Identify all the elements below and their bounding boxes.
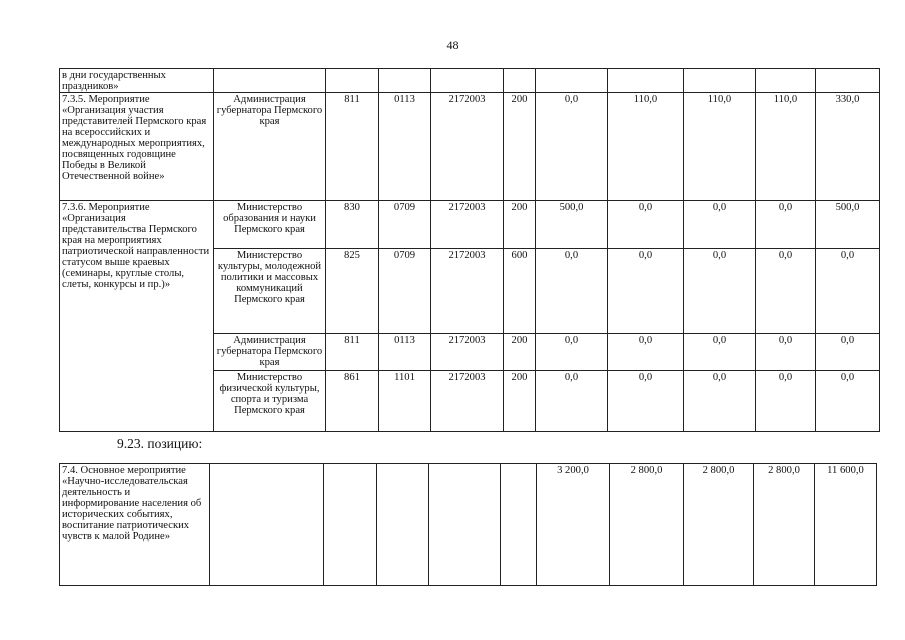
- value-cell: 0,0: [536, 334, 608, 371]
- code-cell: [379, 69, 431, 93]
- value-cell: 0,0: [684, 249, 756, 334]
- value-cell: 3 200,0: [537, 464, 610, 586]
- budget-table-top: [59, 68, 880, 432]
- code-cell: 200: [504, 371, 536, 432]
- code-cell: [504, 69, 536, 93]
- code-cell: 861: [326, 371, 379, 432]
- code-cell: 200: [504, 201, 536, 249]
- total-cell: 0,0: [816, 249, 880, 334]
- org-cell: [210, 464, 324, 586]
- code-cell: [429, 464, 501, 586]
- value-cell: 110,0: [756, 93, 816, 201]
- value-cell: 2 800,0: [684, 464, 754, 586]
- total-cell: 0,0: [816, 371, 880, 432]
- value-cell: 0,0: [608, 334, 684, 371]
- code-cell: [326, 69, 379, 93]
- value-cell: [816, 69, 880, 93]
- code-cell: 2172003: [431, 249, 504, 334]
- value-cell: [608, 69, 684, 93]
- code-cell: [377, 464, 429, 586]
- value-cell: 0,0: [608, 249, 684, 334]
- org-cell: [214, 69, 326, 93]
- value-cell: 2 800,0: [610, 464, 684, 586]
- total-cell: 11 600,0: [815, 464, 877, 586]
- value-cell: 0,0: [684, 201, 756, 249]
- code-cell: 2172003: [431, 201, 504, 249]
- event-name-cell: 7.3.5. Мероприятие «Организация участия представителей Пермского края на всероссийских и международных мероприятиях, посвященных годовщине Победы в Великой Отечественной войне»: [60, 93, 214, 201]
- code-cell: [431, 69, 504, 93]
- value-cell: 0,0: [608, 371, 684, 432]
- code-cell: 200: [504, 93, 536, 201]
- event-name-cell: 7.4. Основное мероприятие «Научно-исследовательская деятельность и информирование населения об исторических событиях, воспитание патриотических чувств к малой Родине»: [60, 464, 210, 586]
- value-cell: 2 800,0: [754, 464, 815, 586]
- section-label: 9.23. позицию:: [117, 436, 203, 451]
- org-cell: Министерство культуры, молодежной политики и массовых коммуникаций Пермского края: [214, 249, 326, 334]
- value-cell: 0,0: [756, 334, 816, 371]
- value-cell: 500,0: [536, 201, 608, 249]
- value-cell: 0,0: [756, 201, 816, 249]
- value-cell: [684, 69, 756, 93]
- table-row: [60, 93, 880, 201]
- event-name-cell: 7.3.6. Мероприятие «Организация представительства Пермского края на мероприятиях патриотической направленности статусом выше краевых (семинары, круглые столы, слеты, конкурсы и пр.)»: [60, 201, 214, 432]
- event-name-cell: в дни государственных праздников»: [60, 69, 214, 93]
- org-cell: Министерство физической культуры, спорта и туризма Пермского края: [214, 371, 326, 432]
- budget-table-bottom: [59, 463, 877, 586]
- total-cell: 330,0: [816, 93, 880, 201]
- value-cell: 0,0: [684, 371, 756, 432]
- code-cell: 0113: [379, 334, 431, 371]
- table-row: [60, 201, 880, 249]
- value-cell: 0,0: [756, 249, 816, 334]
- value-cell: 0,0: [536, 93, 608, 201]
- code-cell: 0709: [379, 201, 431, 249]
- code-cell: 0113: [379, 93, 431, 201]
- org-cell: Администрация губернатора Пермского края: [214, 334, 326, 371]
- page-number: 48: [446, 38, 459, 52]
- code-cell: 811: [326, 93, 379, 201]
- code-cell: 830: [326, 201, 379, 249]
- code-cell: 811: [326, 334, 379, 371]
- code-cell: 2172003: [431, 93, 504, 201]
- table-row: [60, 464, 877, 586]
- value-cell: 0,0: [756, 371, 816, 432]
- value-cell: 110,0: [608, 93, 684, 201]
- value-cell: [536, 69, 608, 93]
- value-cell: 0,0: [608, 201, 684, 249]
- code-cell: 0709: [379, 249, 431, 334]
- code-cell: 200: [504, 334, 536, 371]
- code-cell: [324, 464, 377, 586]
- code-cell: 2172003: [431, 334, 504, 371]
- value-cell: 110,0: [684, 93, 756, 201]
- value-cell: 0,0: [536, 371, 608, 432]
- code-cell: 2172003: [431, 371, 504, 432]
- org-cell: Администрация губернатора Пермского края: [214, 93, 326, 201]
- value-cell: 0,0: [536, 249, 608, 334]
- table-row: [60, 69, 880, 93]
- code-cell: 1101: [379, 371, 431, 432]
- value-cell: 0,0: [684, 334, 756, 371]
- total-cell: 500,0: [816, 201, 880, 249]
- total-cell: 0,0: [816, 334, 880, 371]
- code-cell: [501, 464, 537, 586]
- code-cell: 600: [504, 249, 536, 334]
- code-cell: 825: [326, 249, 379, 334]
- value-cell: [756, 69, 816, 93]
- org-cell: Министерство образования и науки Пермского края: [214, 201, 326, 249]
